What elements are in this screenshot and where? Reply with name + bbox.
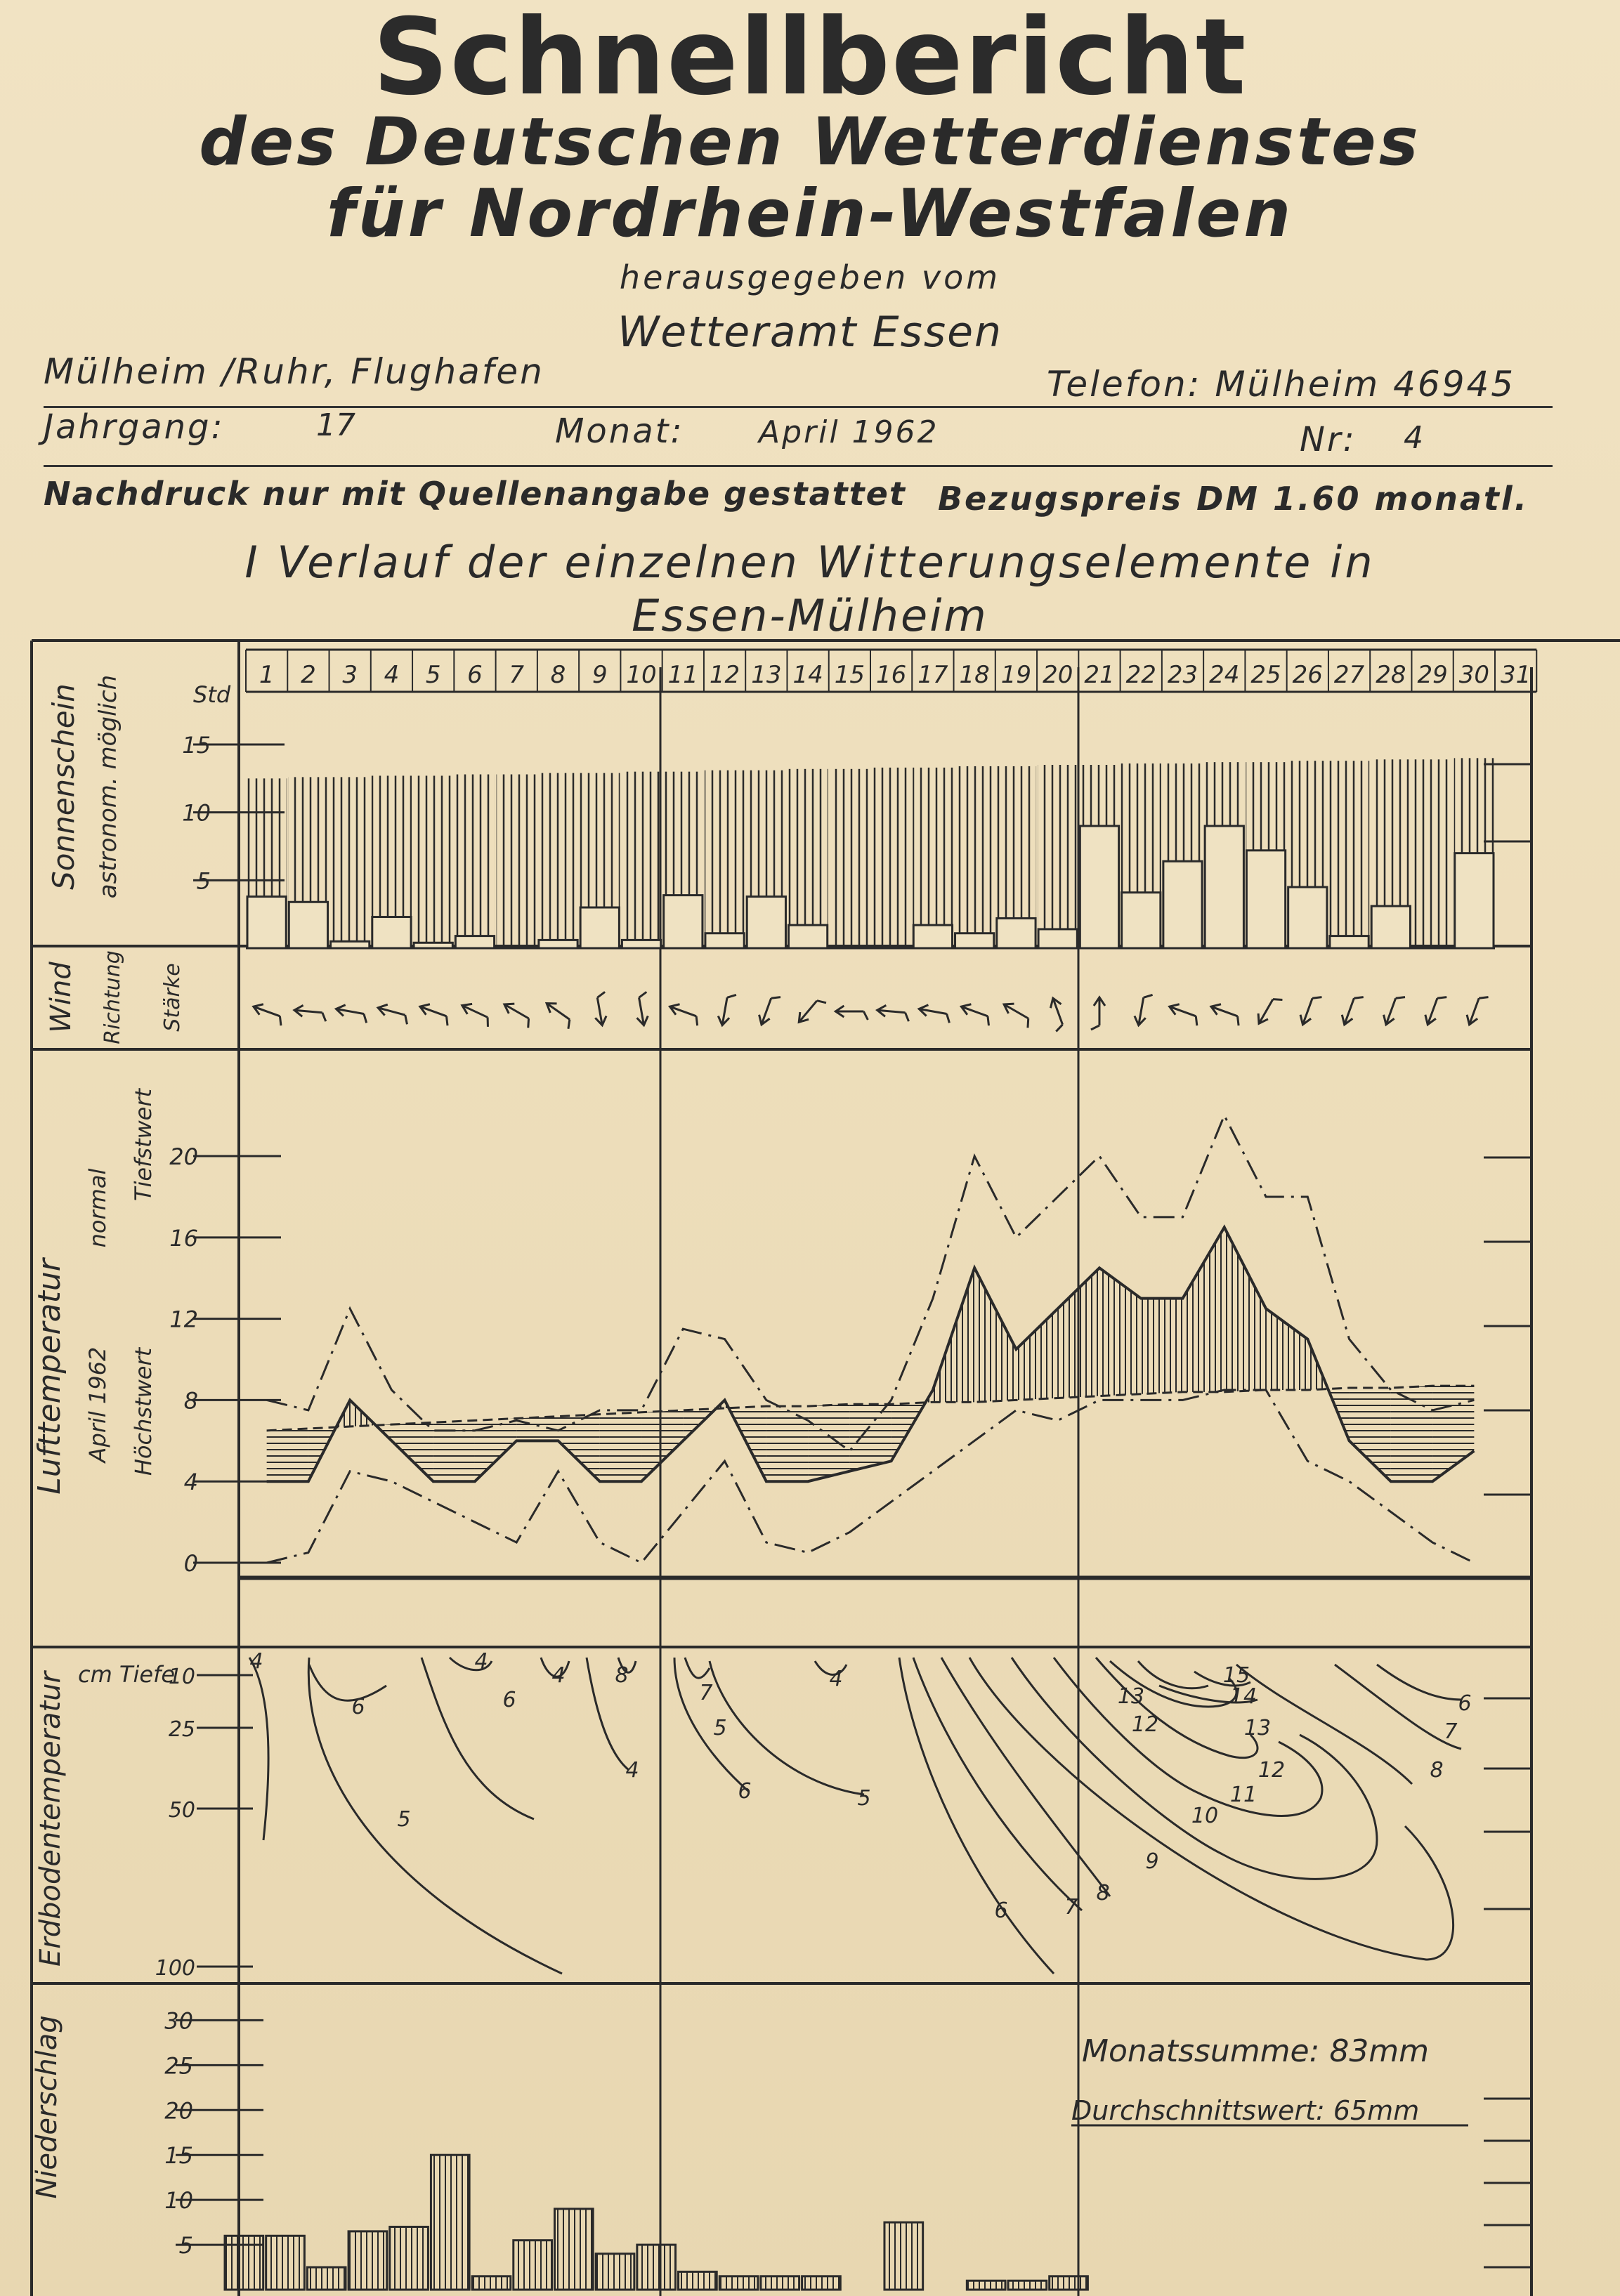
temp-below-normal-area xyxy=(475,1418,516,1481)
wind-arrow xyxy=(1045,996,1070,1031)
sunshine-bar xyxy=(414,943,452,948)
precip-panel-label: Niederschlag xyxy=(31,2015,63,2199)
wind-arrow xyxy=(1133,992,1153,1027)
sun-legend-possible: astronom. möglich xyxy=(94,674,122,899)
precip-panel xyxy=(31,2007,1468,2290)
wind-arrow-feather xyxy=(946,1013,951,1023)
sunshine-bar xyxy=(331,941,370,948)
day-number: 26 xyxy=(1292,661,1323,689)
wind-arrow-feather xyxy=(277,1016,284,1025)
wind-arrow-feather xyxy=(362,1013,368,1023)
isotherm-label: 4 xyxy=(249,1649,263,1674)
sunshine-bar xyxy=(1371,906,1410,948)
soil-panel xyxy=(34,1649,1472,1981)
wind-arrow-feather xyxy=(484,1017,492,1026)
monatssumme: Monatssumme: 83mm xyxy=(1082,2033,1430,2069)
possible-sunshine-bar xyxy=(330,777,370,948)
day-number: 14 xyxy=(792,661,823,689)
wind-arrow xyxy=(1208,1002,1243,1026)
isotherm-curve xyxy=(941,1658,1110,1896)
day-number: 22 xyxy=(1125,661,1156,689)
temp-below-normal-area xyxy=(600,1412,641,1481)
isotherm-curve xyxy=(1335,1665,1461,1749)
day-number: 10 xyxy=(626,661,657,689)
day-number-row xyxy=(246,650,1536,692)
wind-arrow-feather xyxy=(863,1011,868,1020)
isotherm-label: 5 xyxy=(713,1716,727,1740)
precip-bar xyxy=(761,2276,799,2290)
jahrgang-value: 17 xyxy=(316,407,355,443)
isotherm-label: 9 xyxy=(1145,1849,1159,1874)
wind-arrow xyxy=(500,999,535,1028)
sunshine-bar xyxy=(622,940,660,948)
day-number: 21 xyxy=(1084,661,1115,689)
wind-arrow-feather xyxy=(1354,995,1363,1002)
right-edge-ticks xyxy=(1484,764,1531,2267)
sunshine-bar xyxy=(747,897,785,948)
sunshine-bar xyxy=(455,936,494,948)
temp-y-tick-label: 8 xyxy=(183,1387,198,1415)
temp-max-line xyxy=(267,1115,1475,1451)
publisher-name: Wetteramt Essen xyxy=(617,308,1003,357)
monat-value: April 1962 xyxy=(759,414,939,450)
wind-panel xyxy=(45,950,1489,1044)
wind-arrow xyxy=(294,1004,327,1021)
day-number: 12 xyxy=(709,661,740,689)
wind-arrow xyxy=(334,1004,369,1023)
wind-arrow xyxy=(1091,997,1105,1030)
precip-bar xyxy=(802,2276,841,2290)
wind-arrow xyxy=(251,1002,286,1026)
precip-y-tick-label: 10 xyxy=(164,2187,193,2215)
day-number: 15 xyxy=(834,661,865,689)
isotherm-curve xyxy=(685,1658,710,1678)
sun-panel-label: Sonnenschein xyxy=(46,683,81,890)
wind-legend-direction: Richtung xyxy=(100,950,125,1044)
isotherm-label: 6 xyxy=(351,1695,365,1719)
wind-arrow-feather xyxy=(443,1016,450,1025)
isotherm-label: 7 xyxy=(699,1681,713,1705)
bezugspreis: Bezugspreis DM 1.60 monatl. xyxy=(938,480,1529,518)
sunshine-bar xyxy=(997,918,1036,948)
sunshine-bar xyxy=(955,933,994,948)
wind-arrow-feather xyxy=(693,1016,700,1025)
precip-bar xyxy=(266,2236,305,2290)
temp-legend-max: Höchstwert xyxy=(130,1347,157,1476)
sunshine-bar xyxy=(788,925,827,948)
isotherm-curve xyxy=(249,1658,268,1840)
wind-arrow-feather xyxy=(322,1013,327,1021)
sunshine-bar xyxy=(580,907,619,948)
wind-arrow xyxy=(417,1002,452,1026)
wind-arrow xyxy=(717,992,736,1027)
possible-sunshine-bar xyxy=(955,766,995,948)
wind-arrow-feather xyxy=(985,1016,992,1025)
day-number: 25 xyxy=(1250,661,1281,689)
isotherm-curve xyxy=(1377,1665,1461,1700)
address: Mülheim /Ruhr, Flughafen xyxy=(44,351,544,392)
temp-legend-normal: normal xyxy=(84,1168,111,1248)
isotherm-label: 4 xyxy=(474,1649,488,1674)
wind-arrow-feather xyxy=(1312,995,1321,1002)
soil-isotherms xyxy=(249,1658,1461,1974)
sunshine-bar xyxy=(1246,851,1285,948)
wind-arrow-feather xyxy=(525,1018,533,1028)
temp-y-tick-label: 12 xyxy=(169,1306,198,1333)
isotherm-label: 5 xyxy=(397,1807,411,1832)
isotherm-label: 14 xyxy=(1229,1684,1258,1709)
precip-bar xyxy=(348,2231,387,2290)
wind-arrow-feather xyxy=(1193,1016,1200,1025)
section-location: Essen-Mülheim xyxy=(632,590,988,641)
sunshine-bar xyxy=(1038,929,1077,948)
precip-bar xyxy=(514,2241,552,2290)
isotherm-label: 7 xyxy=(1444,1719,1458,1744)
wind-arrow-feather xyxy=(1437,995,1446,1002)
nr-label: Nr: xyxy=(1300,420,1357,459)
wind-arrow xyxy=(1298,992,1322,1028)
day-number: 27 xyxy=(1333,661,1365,689)
wind-arrow xyxy=(591,992,610,1026)
day-number: 8 xyxy=(550,661,566,689)
day-number: 5 xyxy=(425,661,441,689)
precip-y-tick-label: 5 xyxy=(178,2232,193,2259)
wind-arrow xyxy=(795,994,826,1028)
isotherm-label: 6 xyxy=(502,1688,516,1712)
temp-y-tick-label: 20 xyxy=(169,1143,198,1171)
day-number: 17 xyxy=(917,661,948,689)
temp-panel xyxy=(32,1087,1531,1577)
possible-sunshine-bar xyxy=(830,769,870,948)
jahrgang-label: Jahrgang: xyxy=(44,407,225,447)
temp-above-normal-area xyxy=(1183,1227,1224,1391)
wind-arrow-feather xyxy=(771,995,780,1002)
sunshine-bar xyxy=(372,917,411,948)
day-number: 13 xyxy=(751,661,782,689)
precip-y-tick-label: 15 xyxy=(164,2142,193,2170)
wind-panel-label: Wind xyxy=(45,962,77,1033)
possible-sunshine-bar xyxy=(788,769,828,948)
publisher-prefix: herausgegeben vom xyxy=(619,258,1001,296)
isotherm-curve xyxy=(913,1658,1082,1910)
possible-sunshine-bar xyxy=(497,775,537,948)
precip-bar xyxy=(1008,2281,1047,2290)
wind-arrow-feather xyxy=(817,997,826,1006)
soil-depth-label: 100 xyxy=(155,1956,195,1981)
sunshine-bar xyxy=(247,897,286,948)
temp-above-normal-area xyxy=(1224,1227,1266,1391)
wind-arrow xyxy=(877,1004,910,1021)
wind-arrow xyxy=(633,992,653,1026)
subtitle-line-1: des Deutschen Wetterdienstes xyxy=(199,104,1421,181)
nr-value: 4 xyxy=(1404,420,1423,456)
wind-arrow xyxy=(835,1006,868,1020)
isotherm-label: 8 xyxy=(615,1663,629,1688)
day-number: 30 xyxy=(1458,661,1489,689)
wind-arrow-feather xyxy=(1091,1025,1099,1030)
precip-bar xyxy=(967,2281,1005,2290)
possible-sunshine-bar xyxy=(1329,761,1369,948)
temp-legend-min: Tiefstwert xyxy=(130,1088,157,1202)
isotherm-curve xyxy=(309,1665,386,1700)
precip-bar xyxy=(431,2155,469,2290)
possible-sunshine-bar xyxy=(538,773,578,948)
wind-arrow-feather xyxy=(596,992,606,997)
monat-label: Monat: xyxy=(555,412,684,451)
wind-legend-strength: Stärke xyxy=(160,963,185,1032)
isotherm-curve xyxy=(899,1658,1054,1974)
precip-bar xyxy=(1050,2276,1088,2290)
temp-y-tick-label: 0 xyxy=(183,1550,198,1577)
wind-arrow-feather xyxy=(1054,1025,1064,1032)
isotherm-label: 8 xyxy=(1430,1758,1444,1783)
sunshine-bar xyxy=(1163,861,1202,948)
soil-depth-label: 10 xyxy=(168,1665,195,1689)
soil-unit-label: cm Tiefe xyxy=(77,1661,176,1688)
possible-sunshine-bar xyxy=(621,772,661,948)
precip-bar xyxy=(719,2276,758,2290)
sun-panel xyxy=(46,675,1495,948)
isotherm-label: 4 xyxy=(829,1667,843,1691)
day-number: 4 xyxy=(384,661,400,689)
temp-y-tick-label: 16 xyxy=(169,1224,198,1252)
precip-bar xyxy=(225,2236,263,2290)
isotherm-label: 15 xyxy=(1222,1663,1250,1688)
sunshine-bar xyxy=(1205,826,1243,948)
sunshine-bar xyxy=(664,896,703,948)
day-number: 16 xyxy=(876,661,907,689)
wind-arrow xyxy=(542,999,576,1029)
day-number: 19 xyxy=(1000,661,1032,689)
precip-bar xyxy=(884,2222,923,2290)
day-number: 3 xyxy=(342,661,358,689)
precip-bar xyxy=(390,2226,429,2290)
temp-below-normal-area xyxy=(267,1429,308,1481)
day-number: 28 xyxy=(1376,661,1406,689)
wind-arrow xyxy=(1167,1002,1202,1026)
day-number: 9 xyxy=(592,661,608,689)
wind-arrow xyxy=(1339,992,1364,1028)
day-number: 29 xyxy=(1417,661,1448,689)
wind-arrow xyxy=(1380,992,1405,1028)
temp-legend-april: April 1962 xyxy=(84,1346,111,1463)
wind-arrow xyxy=(1423,992,1447,1028)
sunshine-bar xyxy=(1330,936,1368,948)
wind-arrow-feather xyxy=(565,1019,573,1028)
precip-bar xyxy=(307,2267,346,2290)
isotherm-label: 4 xyxy=(625,1758,639,1783)
possible-sunshine-bar xyxy=(413,775,453,948)
wind-arrow-feather xyxy=(1144,993,1153,999)
temp-below-normal-area xyxy=(1350,1388,1391,1481)
day-number: 6 xyxy=(467,661,483,689)
wind-arrow-feather xyxy=(905,1013,910,1021)
soil-depth-label: 50 xyxy=(168,1798,195,1823)
wind-arrow-feather xyxy=(403,1015,410,1024)
temp-y-tick-label: 4 xyxy=(183,1469,198,1496)
possible-sunshine-bar xyxy=(913,768,953,948)
wind-arrow-feather xyxy=(727,993,736,999)
day-number: 24 xyxy=(1209,661,1240,689)
day-number: 31 xyxy=(1501,661,1531,689)
telefon: Telefon: Mülheim 46945 xyxy=(1047,364,1516,405)
day-number: 2 xyxy=(301,661,316,689)
sunshine-bar xyxy=(289,902,327,948)
sunshine-bar xyxy=(913,925,952,948)
temp-above-normal-area xyxy=(1099,1268,1141,1396)
temp-below-normal-area xyxy=(391,1422,433,1481)
isotherm-label: 10 xyxy=(1191,1804,1219,1828)
wind-arrow xyxy=(376,1002,411,1024)
possible-sunshine-bar xyxy=(1038,765,1078,948)
possible-sunshine-bar xyxy=(705,770,745,948)
sun-unit: Std xyxy=(193,681,231,708)
soil-depth-label: 25 xyxy=(168,1717,195,1742)
isotherm-label: 13 xyxy=(1243,1716,1272,1740)
isotherm-label: 5 xyxy=(857,1786,871,1811)
precip-bar xyxy=(679,2271,717,2290)
day-number: 20 xyxy=(1043,661,1073,689)
temp-above-normal-area xyxy=(1266,1308,1307,1390)
sunshine-bar xyxy=(539,940,577,948)
possible-sunshine-bar xyxy=(871,768,911,948)
isotherm-label: 6 xyxy=(738,1779,752,1804)
wind-arrow-feather xyxy=(1396,995,1405,1002)
sunshine-bar xyxy=(1288,887,1327,948)
page-title: Schnellbericht xyxy=(372,0,1248,119)
precip-y-tick-label: 30 xyxy=(164,2007,193,2035)
wind-arrow-feather xyxy=(1273,995,1282,1003)
precip-bar xyxy=(596,2254,634,2290)
day-number: 18 xyxy=(959,661,990,689)
nachdruck-note: Nachdruck nur mit Quellenangabe gestattet xyxy=(44,475,906,513)
wind-arrow-feather xyxy=(1479,995,1488,1002)
precip-bar xyxy=(554,2209,593,2290)
sun-y-tick-label: 10 xyxy=(182,799,211,827)
temp-panel-label: Lufttemperatur xyxy=(32,1259,67,1495)
possible-sunshine-bar xyxy=(1412,759,1452,948)
wind-arrow xyxy=(667,1002,702,1026)
durchschnittswert: Durchschnittswert: 65mm xyxy=(1071,2095,1420,2126)
isotherm-label: 12 xyxy=(1131,1712,1159,1737)
day-number: 23 xyxy=(1167,661,1198,689)
precip-bar xyxy=(472,2276,511,2290)
sunshine-bar xyxy=(705,933,744,948)
isotherm-label: 11 xyxy=(1229,1783,1258,1807)
temp-above-normal-area xyxy=(1141,1299,1182,1394)
sunshine-bar xyxy=(1122,893,1161,948)
sunshine-bar xyxy=(1080,826,1118,948)
sun-y-tick-label: 5 xyxy=(196,867,211,895)
possible-sunshine-bar xyxy=(455,775,495,948)
precip-y-tick-label: 25 xyxy=(164,2052,193,2080)
wind-arrow xyxy=(459,1000,494,1027)
wind-arrow-feather xyxy=(1234,1016,1241,1025)
sunshine-bar xyxy=(1455,853,1494,948)
wind-arrow-feather xyxy=(639,992,648,997)
section-title: I Verlauf der einzelnen Witterungselemente in xyxy=(244,537,1376,588)
precip-bar xyxy=(637,2245,676,2290)
wind-arrow xyxy=(1000,999,1035,1028)
temp-above-normal-area xyxy=(1016,1308,1057,1400)
isotherm-label: 8 xyxy=(1096,1881,1110,1905)
sun-y-tick-label: 15 xyxy=(182,732,211,759)
isotherm-curve xyxy=(674,1658,748,1791)
temp-below-normal-area xyxy=(808,1404,849,1481)
day-number: 7 xyxy=(509,661,525,689)
isotherm-label: 12 xyxy=(1258,1758,1286,1783)
isotherm-label: 7 xyxy=(1064,1895,1078,1920)
isotherm-curve xyxy=(422,1658,534,1819)
wind-arrow xyxy=(1464,992,1489,1028)
wind-arrow xyxy=(958,1002,993,1026)
isotherm-label: 6 xyxy=(1458,1691,1472,1716)
isotherm-label: 6 xyxy=(994,1898,1008,1923)
subtitle-line-2: für Nordrhein-Westfalen xyxy=(326,176,1294,252)
wind-arrow xyxy=(917,1004,952,1023)
isotherm-label: 13 xyxy=(1117,1684,1145,1709)
wind-arrow xyxy=(756,992,780,1028)
wind-arrow-feather xyxy=(1024,1018,1032,1028)
day-number: 1 xyxy=(259,661,275,689)
day-number: 11 xyxy=(667,661,698,689)
soil-panel-label: Erdbodentemperatur xyxy=(34,1671,67,1967)
precip-y-tick-label: 20 xyxy=(164,2097,193,2125)
isotherm-label: 4 xyxy=(551,1663,566,1688)
wind-arrow xyxy=(1254,992,1282,1028)
